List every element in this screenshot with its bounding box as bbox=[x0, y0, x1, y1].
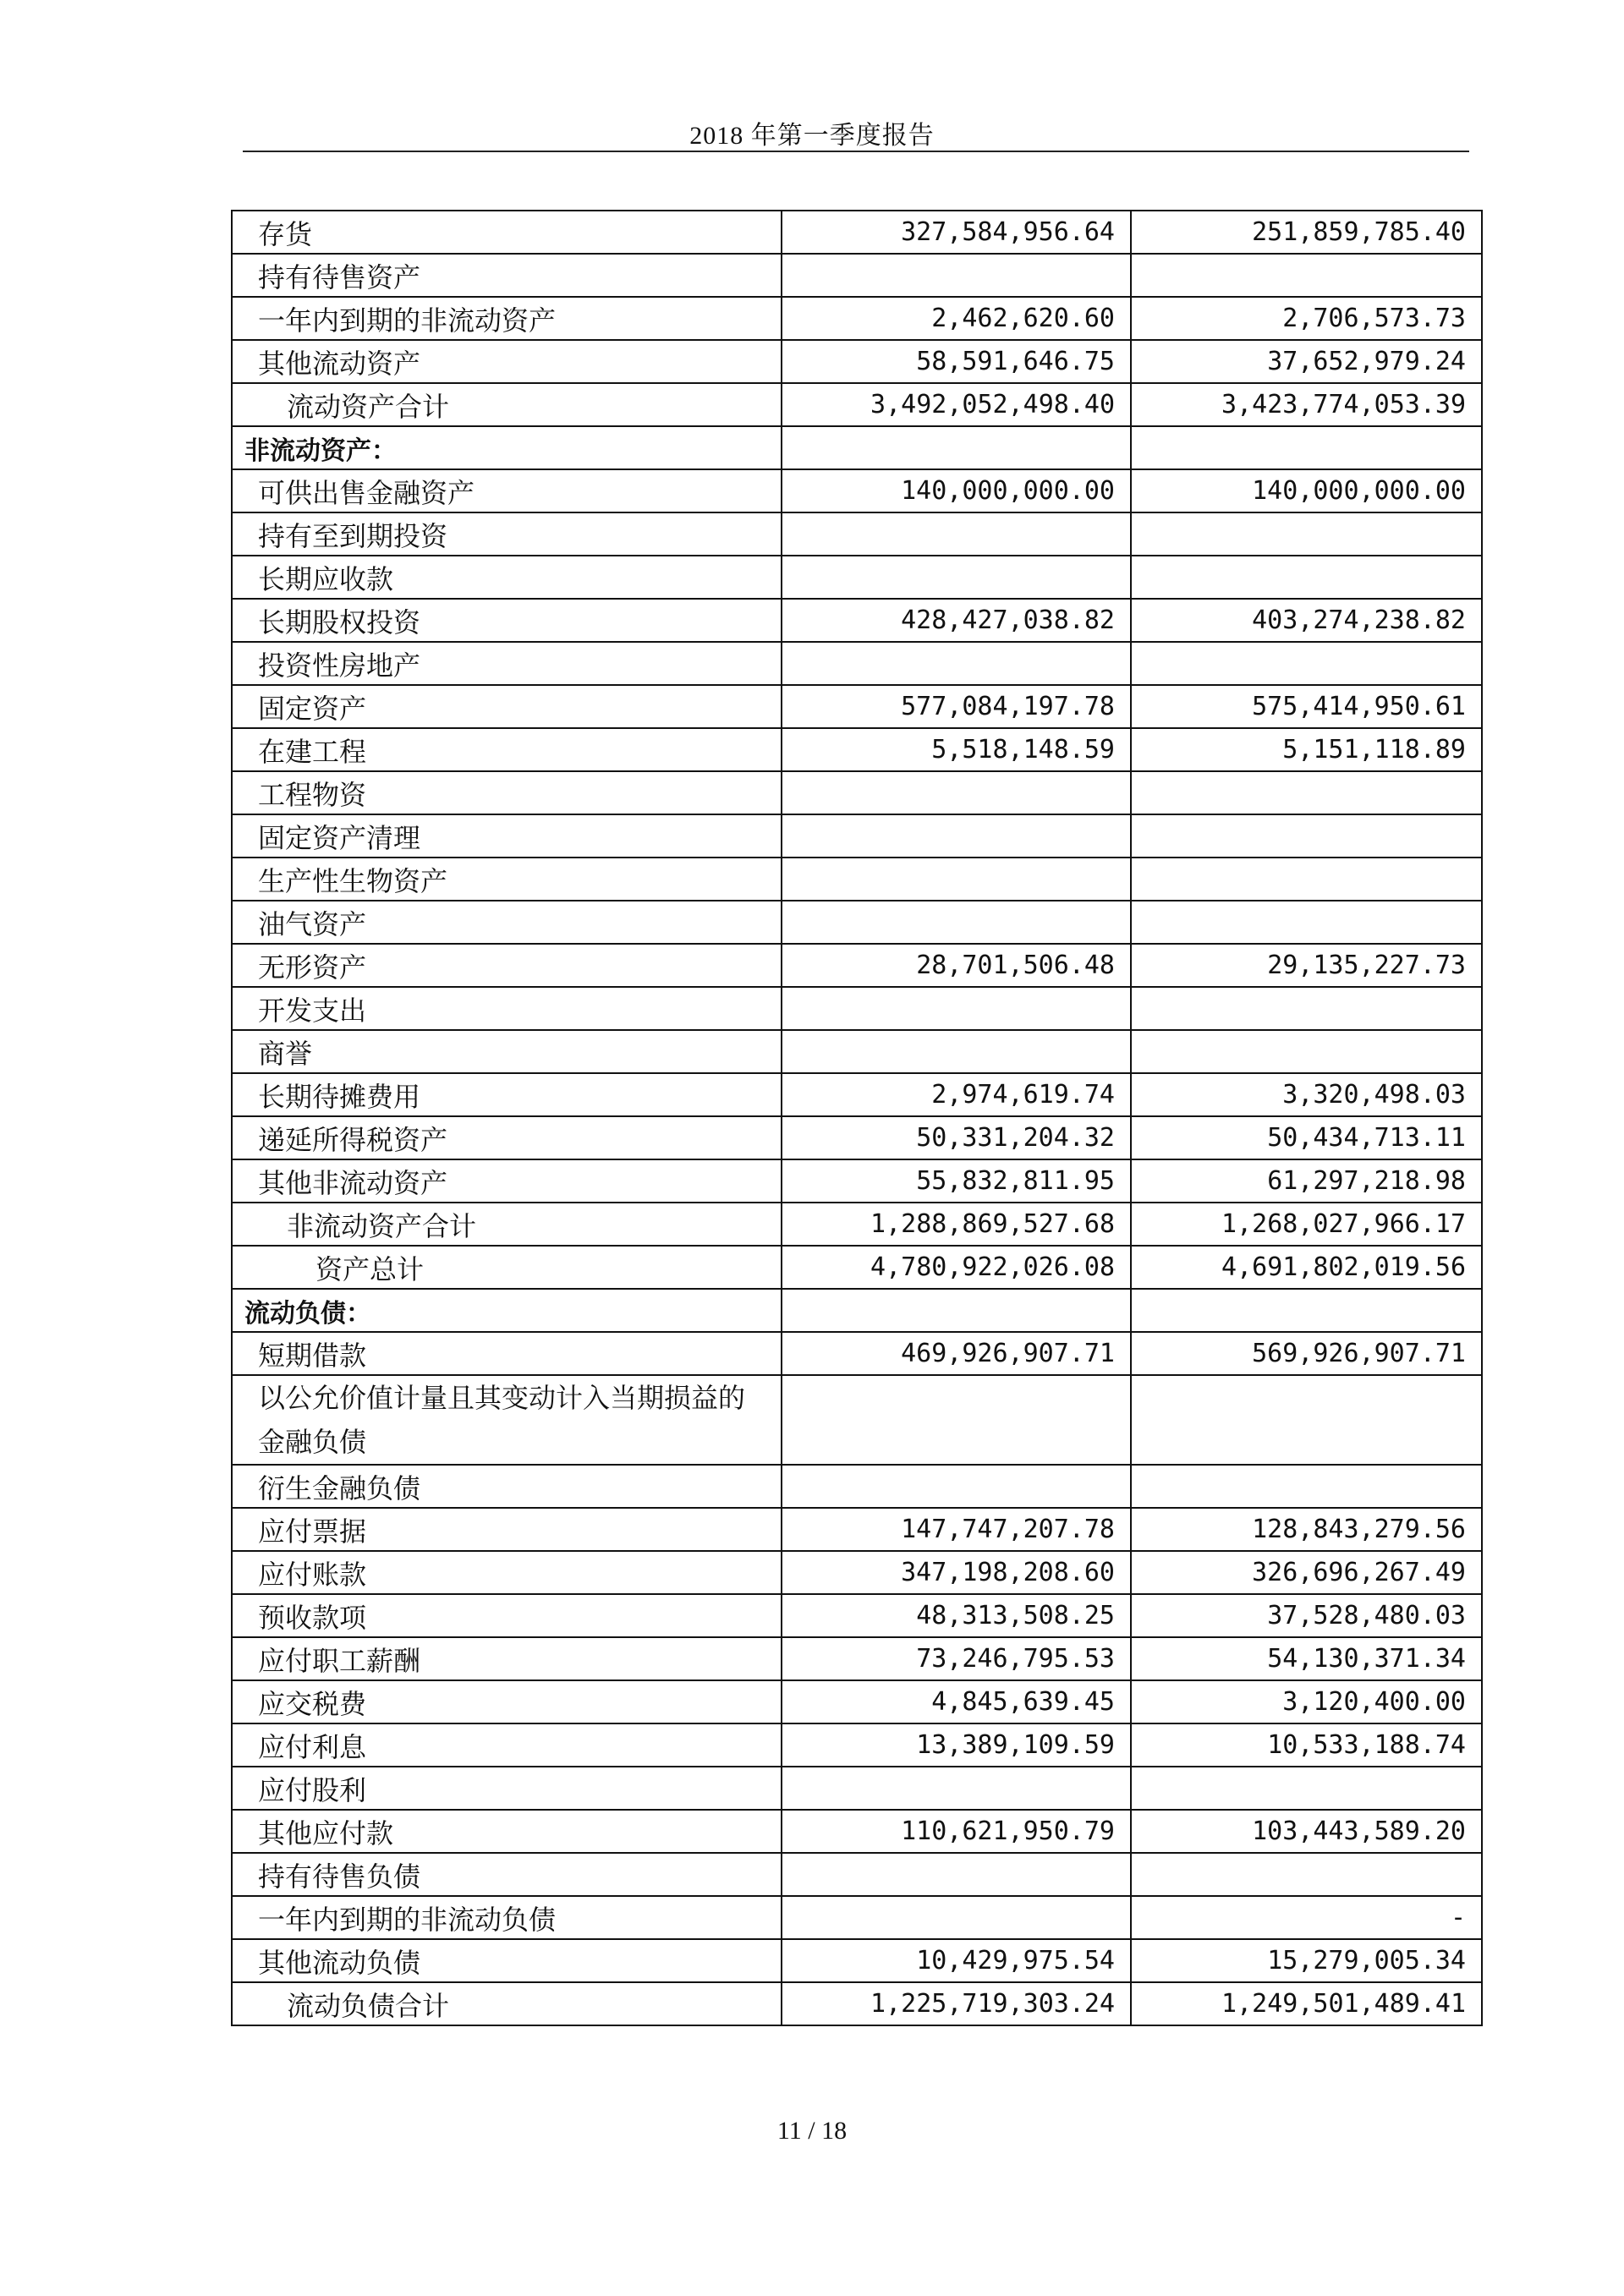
period-end-value: 577,084,197.78 bbox=[782, 685, 1131, 728]
row-label: 短期借款 bbox=[232, 1332, 782, 1375]
period-start-value: 1,268,027,966.17 bbox=[1131, 1203, 1482, 1246]
period-end-value: 347,198,208.60 bbox=[782, 1551, 1131, 1594]
period-end-value: 428,427,038.82 bbox=[782, 599, 1131, 642]
period-start-value: 4,691,802,019.56 bbox=[1131, 1246, 1482, 1289]
table-row bbox=[232, 1073, 1482, 1116]
period-end-value bbox=[782, 1896, 1131, 1939]
period-end-value: 55,832,811.95 bbox=[782, 1159, 1131, 1203]
period-end-value: 2,462,620.60 bbox=[782, 297, 1131, 340]
row-label: 固定资产清理 bbox=[232, 814, 782, 858]
table-row bbox=[232, 211, 1482, 254]
period-end-value: 48,313,508.25 bbox=[782, 1594, 1131, 1637]
row-label: 应付票据 bbox=[232, 1508, 782, 1551]
header-divider bbox=[243, 151, 1469, 152]
period-start-value: 29,135,227.73 bbox=[1131, 944, 1482, 987]
period-end-value bbox=[782, 814, 1131, 858]
period-end-value: 2,974,619.74 bbox=[782, 1073, 1131, 1116]
period-start-value: 37,652,979.24 bbox=[1131, 340, 1482, 383]
table-row bbox=[232, 1508, 1482, 1551]
period-end-value: 58,591,646.75 bbox=[782, 340, 1131, 383]
table-row bbox=[232, 1680, 1482, 1723]
table-row bbox=[232, 1594, 1482, 1637]
row-label: 预收款项 bbox=[232, 1594, 782, 1637]
row-label: 衍生金融负债 bbox=[232, 1465, 782, 1508]
period-end-value: 110,621,950.79 bbox=[782, 1810, 1131, 1853]
table-row bbox=[232, 814, 1482, 858]
period-start-value: 140,000,000.00 bbox=[1131, 469, 1482, 512]
period-end-value: 147,747,207.78 bbox=[782, 1508, 1131, 1551]
row-label: 存货 bbox=[232, 211, 782, 254]
period-end-value: 140,000,000.00 bbox=[782, 469, 1131, 512]
period-end-value: 10,429,975.54 bbox=[782, 1939, 1131, 1982]
period-end-value: 1,225,719,303.24 bbox=[782, 1982, 1131, 2025]
table-row bbox=[232, 1375, 1482, 1465]
table-row bbox=[232, 728, 1482, 771]
period-start-value bbox=[1131, 426, 1482, 469]
period-end-value: 327,584,956.64 bbox=[782, 211, 1131, 254]
row-label: 长期应收款 bbox=[232, 556, 782, 599]
period-start-value bbox=[1131, 901, 1482, 944]
period-start-value bbox=[1131, 1465, 1482, 1508]
row-label: 以公允价值计量且其变动计入当期损益的金融负债 bbox=[232, 1375, 782, 1465]
period-end-value bbox=[782, 1375, 1131, 1465]
period-end-value: 4,780,922,026.08 bbox=[782, 1246, 1131, 1289]
row-label: 应付职工薪酬 bbox=[232, 1637, 782, 1680]
table-row bbox=[232, 1289, 1482, 1332]
section-heading: 流动负债： bbox=[232, 1289, 782, 1332]
row-label: 油气资产 bbox=[232, 901, 782, 944]
page-number: 11 / 18 bbox=[776, 2117, 848, 2145]
period-start-value bbox=[1131, 858, 1482, 901]
table-row bbox=[232, 1551, 1482, 1594]
period-start-value bbox=[1131, 771, 1482, 814]
period-start-value: 5,151,118.89 bbox=[1131, 728, 1482, 771]
table-row bbox=[232, 858, 1482, 901]
period-start-value: 37,528,480.03 bbox=[1131, 1594, 1482, 1637]
period-start-value bbox=[1131, 556, 1482, 599]
period-start-value: - bbox=[1131, 1896, 1482, 1939]
period-start-value bbox=[1131, 1767, 1482, 1810]
row-label: 开发支出 bbox=[232, 987, 782, 1030]
period-end-value: 28,701,506.48 bbox=[782, 944, 1131, 987]
period-end-value bbox=[782, 858, 1131, 901]
table-row bbox=[232, 901, 1482, 944]
period-end-value bbox=[782, 987, 1131, 1030]
period-start-value bbox=[1131, 1853, 1482, 1896]
report-header-title: 2018 年第一季度报告 bbox=[689, 122, 935, 150]
period-end-value bbox=[782, 1030, 1131, 1073]
period-start-value: 569,926,907.71 bbox=[1131, 1332, 1482, 1375]
row-label: 资产总计 bbox=[232, 1246, 782, 1289]
row-label: 持有待售负债 bbox=[232, 1853, 782, 1896]
table-row bbox=[232, 254, 1482, 297]
period-end-value: 73,246,795.53 bbox=[782, 1637, 1131, 1680]
row-label: 工程物资 bbox=[232, 771, 782, 814]
row-label: 无形资产 bbox=[232, 944, 782, 987]
table-row bbox=[232, 1637, 1482, 1680]
table-row bbox=[232, 297, 1482, 340]
table-row bbox=[232, 512, 1482, 556]
table-row bbox=[232, 642, 1482, 685]
period-start-value: 403,274,238.82 bbox=[1131, 599, 1482, 642]
period-end-value bbox=[782, 1465, 1131, 1508]
row-label: 其他流动资产 bbox=[232, 340, 782, 383]
table-row bbox=[232, 1723, 1482, 1767]
period-end-value: 5,518,148.59 bbox=[782, 728, 1131, 771]
row-label: 非流动资产合计 bbox=[232, 1203, 782, 1246]
table-row bbox=[232, 1896, 1482, 1939]
period-end-value bbox=[782, 512, 1131, 556]
row-label: 其他应付款 bbox=[232, 1810, 782, 1853]
table-row bbox=[232, 383, 1482, 426]
row-label: 生产性生物资产 bbox=[232, 858, 782, 901]
row-label: 持有待售资产 bbox=[232, 254, 782, 297]
period-start-value: 3,120,400.00 bbox=[1131, 1680, 1482, 1723]
row-label: 流动负债合计 bbox=[232, 1982, 782, 2025]
row-label: 应交税费 bbox=[232, 1680, 782, 1723]
period-start-value: 1,249,501,489.41 bbox=[1131, 1982, 1482, 2025]
period-start-value: 575,414,950.61 bbox=[1131, 685, 1482, 728]
table-row bbox=[232, 771, 1482, 814]
table-row bbox=[232, 1246, 1482, 1289]
row-label: 商誉 bbox=[232, 1030, 782, 1073]
period-start-value: 3,423,774,053.39 bbox=[1131, 383, 1482, 426]
table-row bbox=[232, 685, 1482, 728]
table-row bbox=[232, 1030, 1482, 1073]
row-label: 应付利息 bbox=[232, 1723, 782, 1767]
table-row bbox=[232, 426, 1482, 469]
row-label: 一年内到期的非流动资产 bbox=[232, 297, 782, 340]
period-start-value: 61,297,218.98 bbox=[1131, 1159, 1482, 1203]
period-end-value bbox=[782, 1767, 1131, 1810]
period-end-value: 50,331,204.32 bbox=[782, 1116, 1131, 1159]
table-row bbox=[232, 340, 1482, 383]
period-end-value bbox=[782, 254, 1131, 297]
period-start-value bbox=[1131, 254, 1482, 297]
table-row bbox=[232, 1203, 1482, 1246]
section-heading: 非流动资产： bbox=[232, 426, 782, 469]
period-start-value bbox=[1131, 814, 1482, 858]
row-label: 长期待摊费用 bbox=[232, 1073, 782, 1116]
period-start-value bbox=[1131, 1030, 1482, 1073]
period-end-value: 4,845,639.45 bbox=[782, 1680, 1131, 1723]
period-start-value bbox=[1131, 512, 1482, 556]
table-row bbox=[232, 556, 1482, 599]
period-start-value bbox=[1131, 1289, 1482, 1332]
period-start-value: 3,320,498.03 bbox=[1131, 1073, 1482, 1116]
row-label: 应付股利 bbox=[232, 1767, 782, 1810]
period-end-value: 1,288,869,527.68 bbox=[782, 1203, 1131, 1246]
period-start-value: 15,279,005.34 bbox=[1131, 1939, 1482, 1982]
period-end-value bbox=[782, 642, 1131, 685]
period-start-value: 251,859,785.40 bbox=[1131, 211, 1482, 254]
table-row bbox=[232, 1939, 1482, 1982]
row-label: 固定资产 bbox=[232, 685, 782, 728]
table-row bbox=[232, 1853, 1482, 1896]
table-row bbox=[232, 987, 1482, 1030]
table-row bbox=[232, 1465, 1482, 1508]
table-row bbox=[232, 1982, 1482, 2025]
table-row bbox=[232, 1116, 1482, 1159]
table-row bbox=[232, 469, 1482, 512]
row-label: 流动资产合计 bbox=[232, 383, 782, 426]
row-label: 其他流动负债 bbox=[232, 1939, 782, 1982]
row-label: 在建工程 bbox=[232, 728, 782, 771]
table-row bbox=[232, 1767, 1482, 1810]
period-end-value: 3,492,052,498.40 bbox=[782, 383, 1131, 426]
period-end-value bbox=[782, 1289, 1131, 1332]
period-start-value: 54,130,371.34 bbox=[1131, 1637, 1482, 1680]
period-start-value bbox=[1131, 642, 1482, 685]
table-row bbox=[232, 1332, 1482, 1375]
period-start-value: 10,533,188.74 bbox=[1131, 1723, 1482, 1767]
period-start-value: 128,843,279.56 bbox=[1131, 1508, 1482, 1551]
period-start-value bbox=[1131, 987, 1482, 1030]
row-label: 递延所得税资产 bbox=[232, 1116, 782, 1159]
table-row bbox=[232, 944, 1482, 987]
row-label: 一年内到期的非流动负债 bbox=[232, 1896, 782, 1939]
row-label: 持有至到期投资 bbox=[232, 512, 782, 556]
row-label: 其他非流动资产 bbox=[232, 1159, 782, 1203]
period-start-value bbox=[1131, 1375, 1482, 1465]
period-start-value: 2,706,573.73 bbox=[1131, 297, 1482, 340]
period-start-value: 103,443,589.20 bbox=[1131, 1810, 1482, 1853]
row-label: 可供出售金融资产 bbox=[232, 469, 782, 512]
period-start-value: 326,696,267.49 bbox=[1131, 1551, 1482, 1594]
period-end-value bbox=[782, 901, 1131, 944]
period-end-value: 13,389,109.59 bbox=[782, 1723, 1131, 1767]
row-label: 投资性房地产 bbox=[232, 642, 782, 685]
period-end-value bbox=[782, 1853, 1131, 1896]
row-label: 应付账款 bbox=[232, 1551, 782, 1594]
balance-sheet-body bbox=[232, 211, 1482, 2025]
row-label: 长期股权投资 bbox=[232, 599, 782, 642]
table-row bbox=[232, 1810, 1482, 1853]
period-start-value: 50,434,713.11 bbox=[1131, 1116, 1482, 1159]
balance-sheet-table bbox=[231, 210, 1483, 2026]
period-end-value: 469,926,907.71 bbox=[782, 1332, 1131, 1375]
period-end-value bbox=[782, 771, 1131, 814]
table-row bbox=[232, 599, 1482, 642]
period-end-value bbox=[782, 426, 1131, 469]
period-end-value bbox=[782, 556, 1131, 599]
table-row bbox=[232, 1159, 1482, 1203]
